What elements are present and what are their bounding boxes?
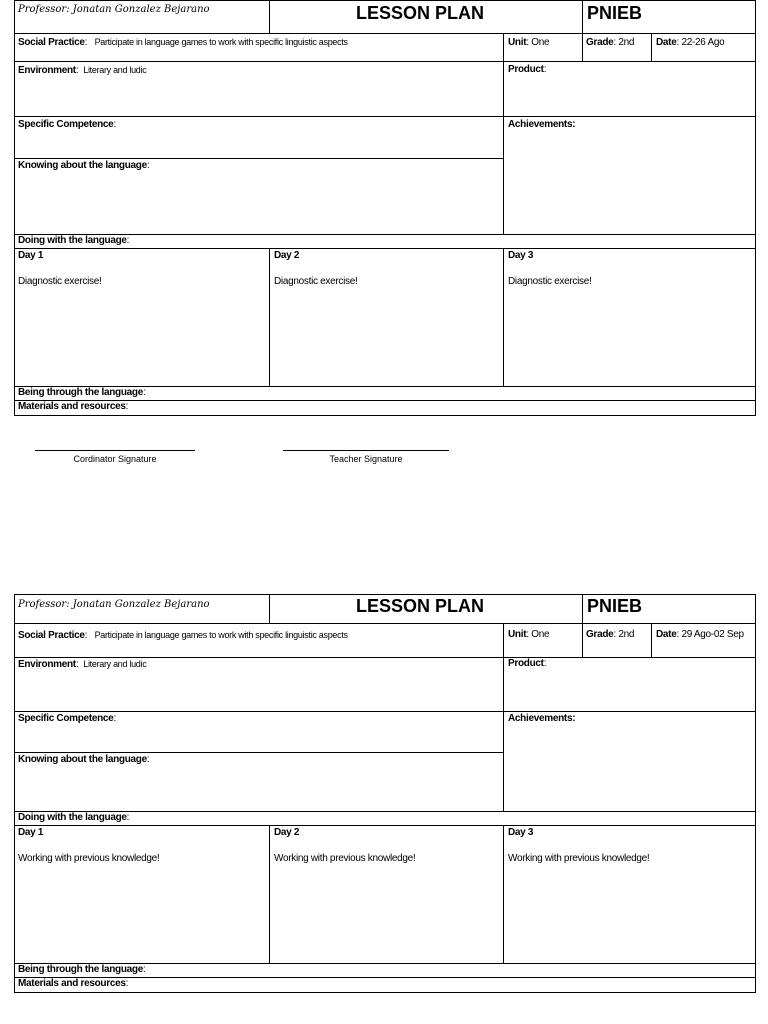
teacher-signature-line	[283, 450, 449, 451]
environment-field: Environment: Literary and ludic	[18, 65, 147, 76]
unit-label: Unit	[508, 629, 527, 640]
lesson-plan-1	[0, 0, 768, 416]
date-label: Date	[656, 629, 677, 640]
materials-label: Materials and resources	[18, 978, 126, 989]
grade-value: 2nd	[618, 629, 635, 640]
professor-name: Professor: Jonatan Gonzalez Bejarano	[18, 4, 210, 15]
materials-field: Materials and resources:	[18, 401, 129, 412]
knowing-label: Knowing about the language	[18, 754, 147, 765]
grade-field: Grade: 2nd	[586, 629, 635, 640]
day-2-activity: Working with previous knowledge!	[274, 853, 416, 864]
grade-value: 2nd	[618, 37, 635, 48]
specific-competence-label: Specific Competence	[18, 713, 114, 724]
grade-label: Grade	[586, 629, 614, 640]
social-practice-field: Social Practice: Participate in language games to work with specific linguistic aspects	[18, 37, 348, 48]
materials-field: Materials and resources:	[18, 978, 129, 989]
day-3-label: Day 3	[508, 250, 534, 261]
grade-field: Grade: 2nd	[586, 37, 635, 48]
date-field: Date: 29 Ago-02 Sep	[656, 629, 744, 640]
doing-label: Doing with the language	[18, 812, 127, 823]
environment-label: Environment	[18, 659, 76, 670]
achievements-label: Achievements:	[508, 119, 576, 130]
day-2-activity: Diagnostic exercise!	[274, 276, 358, 287]
plan-border	[14, 594, 756, 993]
day-2-label: Day 2	[274, 250, 300, 261]
date-value: 29 Ago-02 Sep	[681, 629, 744, 640]
product-label: Product	[508, 64, 544, 75]
unit-field: Unit: One	[508, 37, 550, 48]
specific-competence-label: Specific Competence	[18, 119, 114, 130]
being-field: Being through the language:	[18, 964, 146, 975]
being-field: Being through the language:	[18, 387, 146, 398]
day-3-activity: Working with previous knowledge!	[508, 853, 650, 864]
unit-label: Unit	[508, 37, 527, 48]
date-field: Date: 22-26 Ago	[656, 37, 725, 48]
specific-competence-field: Specific Competence:	[18, 119, 116, 130]
doing-field: Doing with the language:	[18, 235, 130, 246]
day-2-label: Day 2	[274, 827, 300, 838]
plan-border	[14, 0, 756, 416]
plan-title: LESSON PLAN	[356, 3, 485, 23]
social-practice-value: Participate in language games to work with specific linguistic aspects	[94, 37, 348, 47]
product-field: Product:	[508, 64, 547, 75]
day-1-label: Day 1	[18, 827, 44, 838]
being-label: Being through the language	[18, 964, 143, 975]
lesson-plan-2	[0, 594, 768, 994]
social-practice-field: Social Practice: Participate in language games to work with specific linguistic aspects	[18, 630, 348, 641]
day-3-label: Day 3	[508, 827, 534, 838]
unit-value: One	[531, 37, 550, 48]
social-practice-label: Social Practice	[18, 37, 85, 48]
program-name: PNIEB	[587, 596, 643, 616]
day-1-activity: Diagnostic exercise!	[18, 276, 102, 287]
environment-value: Literary and ludic	[83, 659, 147, 669]
specific-competence-field: Specific Competence:	[18, 713, 116, 724]
product-label: Product	[508, 658, 544, 669]
grade-label: Grade	[586, 37, 614, 48]
product-field: Product:	[508, 658, 547, 669]
environment-label: Environment	[18, 65, 76, 76]
coordinator-signature-label: Cordinator Signature	[73, 454, 157, 464]
social-practice-value: Participate in language games to work with specific linguistic aspects	[94, 630, 348, 640]
day-1-activity: Working with previous knowledge!	[18, 853, 160, 864]
knowing-field: Knowing about the language:	[18, 160, 150, 171]
unit-value: One	[531, 629, 550, 640]
knowing-label: Knowing about the language	[18, 160, 147, 171]
unit-field: Unit: One	[508, 629, 550, 640]
day-1-label: Day 1	[18, 250, 44, 261]
day-3-activity: Diagnostic exercise!	[508, 276, 592, 287]
environment-field: Environment: Literary and ludic	[18, 659, 147, 670]
social-practice-label: Social Practice	[18, 630, 85, 641]
coordinator-signature-line	[35, 450, 195, 451]
environment-value: Literary and ludic	[83, 65, 147, 75]
doing-label: Doing with the language	[18, 235, 127, 246]
teacher-signature-label: Teacher Signature	[329, 454, 403, 464]
materials-label: Materials and resources	[18, 401, 126, 412]
being-label: Being through the language	[18, 387, 143, 398]
achievements-label: Achievements:	[508, 713, 576, 724]
date-label: Date	[656, 37, 677, 48]
date-value: 22-26 Ago	[681, 37, 725, 48]
professor-name: Professor: Jonatan Gonzalez Bejarano	[18, 599, 210, 610]
doing-field: Doing with the language:	[18, 812, 130, 823]
program-name: PNIEB	[587, 3, 643, 23]
plan-title: LESSON PLAN	[356, 596, 485, 616]
knowing-field: Knowing about the language:	[18, 754, 150, 765]
